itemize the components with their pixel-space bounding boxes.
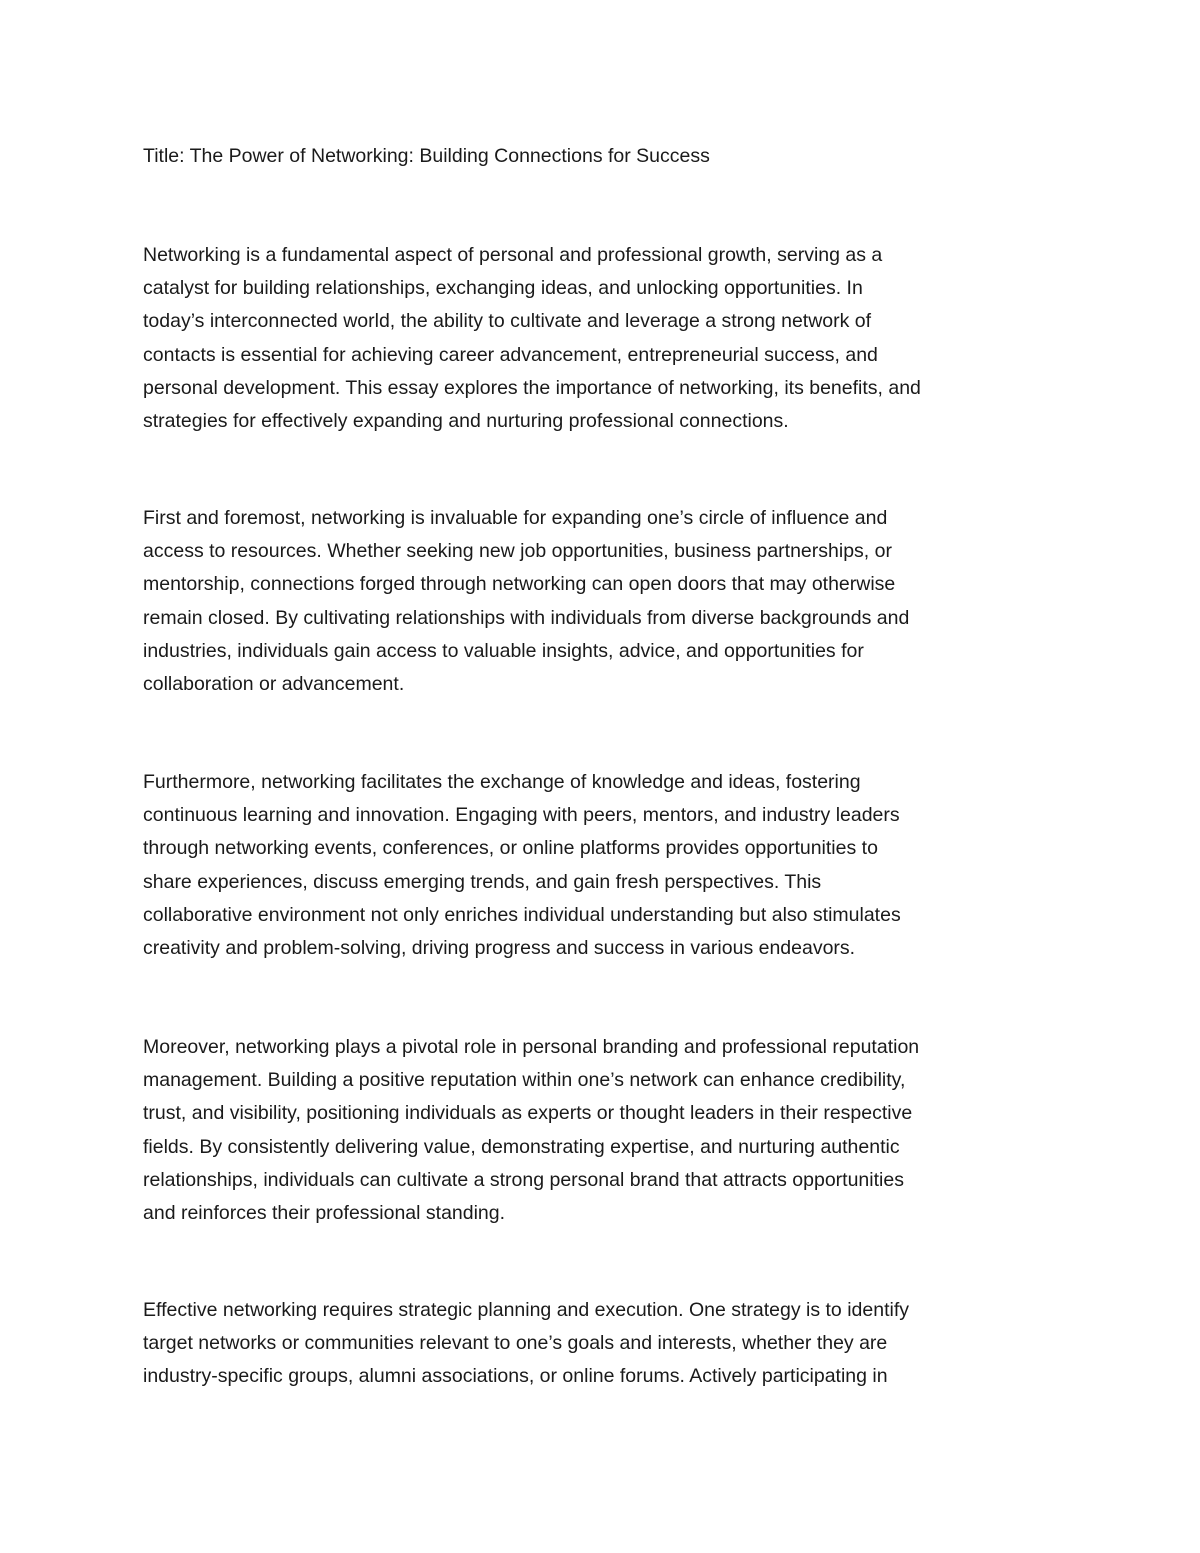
text-line: fields. By consistently delivering value, demonstrating expertise, and nurturing authentic bbox=[143, 1135, 900, 1158]
text-line: collaborative environment not only enriches individual understanding but also stimulates bbox=[143, 903, 901, 926]
text-line: contacts is essential for achieving career advancement, entrepreneurial success, and bbox=[143, 343, 878, 366]
title-line: Title: The Power of Networking: Building Connections for Success bbox=[143, 145, 710, 167]
text-line: strategies for effectively expanding and nurturing professional connections. bbox=[143, 410, 789, 433]
text-line: relationships, individuals can cultivate a strong personal brand that attracts opportunities bbox=[143, 1168, 904, 1191]
text-line: trust, and visibility, positioning individuals as experts or thought leaders in their respective bbox=[143, 1102, 913, 1125]
text-line: Effective networking requires strategic planning and execution. One strategy is to identify bbox=[143, 1299, 909, 1321]
text-line: Networking is a fundamental aspect of personal and professional growth, serving as a bbox=[143, 244, 883, 266]
text-line: share experiences, discuss emerging trends, and gain fresh perspectives. This bbox=[143, 870, 822, 893]
paragraph-strategy bbox=[143, 1294, 1068, 1394]
text-line: target networks or communities relevant to one’s goals and interests, whether they are bbox=[143, 1332, 888, 1355]
text-line: management. Building a positive reputation within one’s network can enhance credibility, bbox=[143, 1069, 906, 1092]
paragraph-introduction bbox=[143, 239, 1068, 438]
text-line: creativity and problem-solving, driving progress and success in various endeavors. bbox=[143, 937, 856, 960]
text-line: access to resources. Whether seeking new job opportunities, business partnerships, or bbox=[143, 540, 892, 563]
text-line: remain closed. By cultivating relationships with individuals from diverse backgrounds and bbox=[143, 606, 910, 629]
text-line: through networking events, conferences, or online platforms provides opportunities to bbox=[143, 837, 878, 860]
text-line: Furthermore, networking facilitates the exchange of knowledge and ideas, fostering bbox=[143, 771, 861, 793]
text-line: mentorship, connections forged through networking can open doors that may otherwise bbox=[143, 573, 896, 596]
text-line: industry-specific groups, alumni associations, or online forums. Actively participating in bbox=[143, 1365, 888, 1388]
document-title bbox=[143, 140, 1068, 173]
text-line: Moreover, networking plays a pivotal role in personal branding and professional reputation bbox=[143, 1036, 920, 1058]
text-line: industries, individuals gain access to valuable insights, advice, and opportunities for bbox=[143, 639, 864, 662]
text-line: today’s interconnected world, the ability to cultivate and leverage a strong network of bbox=[143, 310, 872, 333]
paragraph-personal-branding bbox=[143, 1031, 1068, 1230]
text-line: and reinforces their professional standing. bbox=[143, 1202, 506, 1225]
paragraph-influence bbox=[143, 502, 1068, 701]
text-line: catalyst for building relationships, exchanging ideas, and unlocking opportunities. In bbox=[143, 277, 863, 300]
text-line: personal development. This essay explores the importance of networking, its benefits, and bbox=[143, 376, 921, 399]
text-line: collaboration or advancement. bbox=[143, 673, 405, 696]
text-line: continuous learning and innovation. Engaging with peers, mentors, and industry leaders bbox=[143, 804, 900, 827]
text-line: First and foremost, networking is invaluable for expanding one’s circle of influence and bbox=[143, 507, 888, 529]
paragraph-knowledge-exchange bbox=[143, 766, 1068, 965]
